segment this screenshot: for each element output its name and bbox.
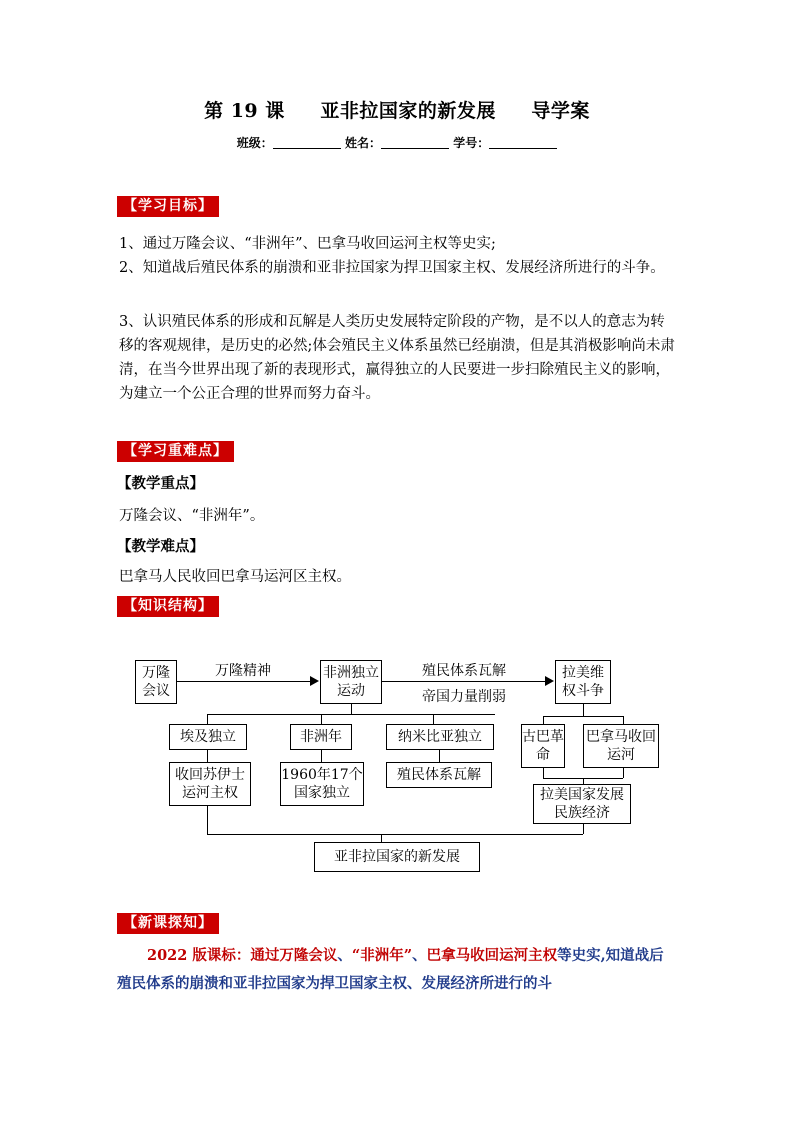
arrow-head-1 [310,676,319,686]
connector [623,768,624,778]
std-red-1: 万隆会议 [279,947,338,964]
box-seventeen: 1960年17个国家独立 [280,762,364,806]
curriculum-standard [117,942,677,998]
connector [543,716,544,724]
box-africa: 非洲独立运动 [320,660,382,704]
objective-3: 3、认识殖民体系的形成和瓦解是人类历史发展特定阶段的产物，是不以人的意志为转移的客观规律，是历史的必然;体会殖民主义体系虽然已经崩溃，但是其消极影响尚未肃清，在当今世界出现了新的表现形式，赢得独立的人民要进一步扫除殖民主义的影响，为建立一个公正合理的世界而努力奋斗。 [119,314,675,402]
number-blank[interactable] [489,136,557,149]
connector [583,824,584,834]
connector [207,834,583,835]
std-red-2: “非洲年” [351,947,413,964]
connector [381,834,382,842]
box-namibia: 纳米比亚独立 [386,724,494,750]
box-africa-year: 非洲年 [290,724,352,750]
objective-1: 1、通过万隆会议、“非洲年”、巴拿马收回运河主权等史实; [119,236,496,252]
page-title: 第 19 课 亚非拉国家的新发展 导学案 [204,100,590,122]
section-tag-objectives: 【学习目标】 [117,196,219,217]
label-collapse-top: 殖民体系瓦解 [422,663,506,679]
box-collapse-bottom: 殖民体系瓦解 [386,762,492,788]
number-label: 学号： [453,136,490,150]
section-tag-key-points: 【学习重难点】 [117,441,234,462]
connector [321,714,322,724]
key-point-label: 【教学重点】 [117,475,204,492]
std-sep-1: 、 [337,947,352,964]
connector [583,704,584,716]
arrow-line-2 [382,681,545,682]
name-blank[interactable] [381,136,449,149]
connector [543,716,623,717]
connector [439,750,440,762]
student-info-line [0,134,794,151]
connector [207,714,495,715]
connector [207,750,208,762]
class-label: 班级： [236,136,273,150]
label-weaken: 帝国力量削弱 [422,689,506,705]
difficulty-label: 【教学难点】 [117,538,204,555]
box-suez: 收回苏伊士运河主权 [169,762,251,806]
connector [207,806,208,834]
connector [623,716,624,724]
connector [351,704,352,714]
connector [433,714,434,724]
std-prefix: 2022 版课标：通过 [147,947,280,964]
connector [207,714,208,724]
difficulty-text: 巴拿马人民收回巴拿马运河区主权。 [119,569,351,585]
connector [321,750,322,762]
box-panama: 巴拿马收回运河 [583,724,659,768]
std-sep-2: 、 [412,947,427,964]
connector [543,768,544,778]
key-point-text: 万隆会议、“非洲年”。 [119,508,265,524]
box-cuba: 古巴革命 [521,724,565,768]
box-egypt: 埃及独立 [169,724,247,750]
box-result: 亚非拉国家的新发展 [314,842,480,872]
std-red-3: 巴拿马收回运河主权 [426,947,558,964]
box-economy: 拉美国家发展民族经济 [533,784,631,824]
box-latin: 拉美维权斗争 [555,660,611,704]
section-tag-new-lesson: 【新课探知】 [117,913,219,934]
name-label: 姓名： [344,136,381,150]
box-wanlong: 万隆会议 [135,660,177,704]
knowledge-structure-diagram [117,650,677,882]
std-rest: 等史实,知道战后殖民体系的崩溃和亚非拉国家为捍卫国家主权、发展经济所进行的斗 [117,947,664,992]
objective-2: 2、知道战后殖民体系的崩溃和亚非拉国家为捍卫国家主权、发展经济所进行的斗争。 [119,260,665,276]
section-tag-structure: 【知识结构】 [117,596,219,617]
class-blank[interactable] [273,136,341,149]
label-spirit: 万隆精神 [215,663,271,679]
arrow-head-2 [545,676,554,686]
arrow-line-1 [177,681,310,682]
